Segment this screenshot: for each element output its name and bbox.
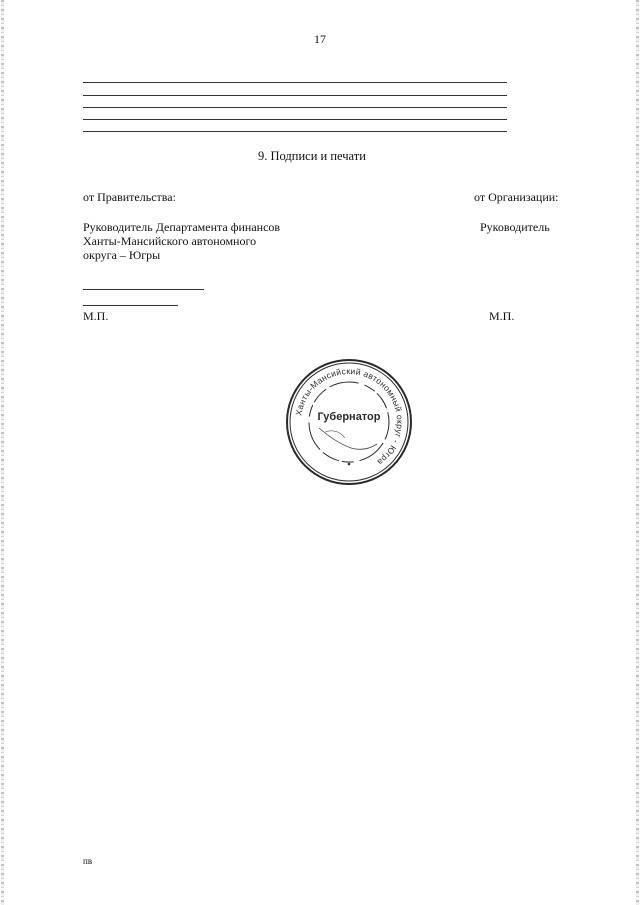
signature-flourish-icon (325, 431, 345, 438)
page-number: 17 (314, 32, 326, 46)
right-party-heading: от Организации: (474, 190, 559, 204)
left-title-line: округа – Югры (83, 248, 161, 262)
right-seal-place: М.П. (489, 309, 515, 323)
left-seal-place: М.П. (83, 309, 109, 323)
blank-line (83, 131, 507, 132)
name-line (83, 305, 178, 306)
blank-line (83, 119, 507, 120)
left-title-line: Руководитель Департамента финансов (83, 220, 281, 234)
stamp-ring-text: Ханты-Мансийский автономный округ - Югра (293, 365, 406, 468)
blank-line (83, 95, 507, 96)
footer-mark: пв (83, 856, 93, 866)
left-party-heading: от Правительства: (83, 190, 176, 204)
left-title-line: Ханты-Мансийского автономного (83, 234, 257, 248)
blank-line (83, 82, 507, 83)
scan-edge-right (636, 0, 639, 905)
stamp-center-text: Губернатор (317, 411, 381, 423)
right-title: Руководитель (480, 220, 550, 234)
stamp-star-icon (348, 463, 351, 466)
blank-line (83, 107, 507, 108)
official-stamp (285, 358, 413, 486)
scan-edge-left (1, 0, 4, 905)
section-title: 9. Подписи и печати (258, 149, 366, 163)
signature-line (83, 289, 204, 290)
